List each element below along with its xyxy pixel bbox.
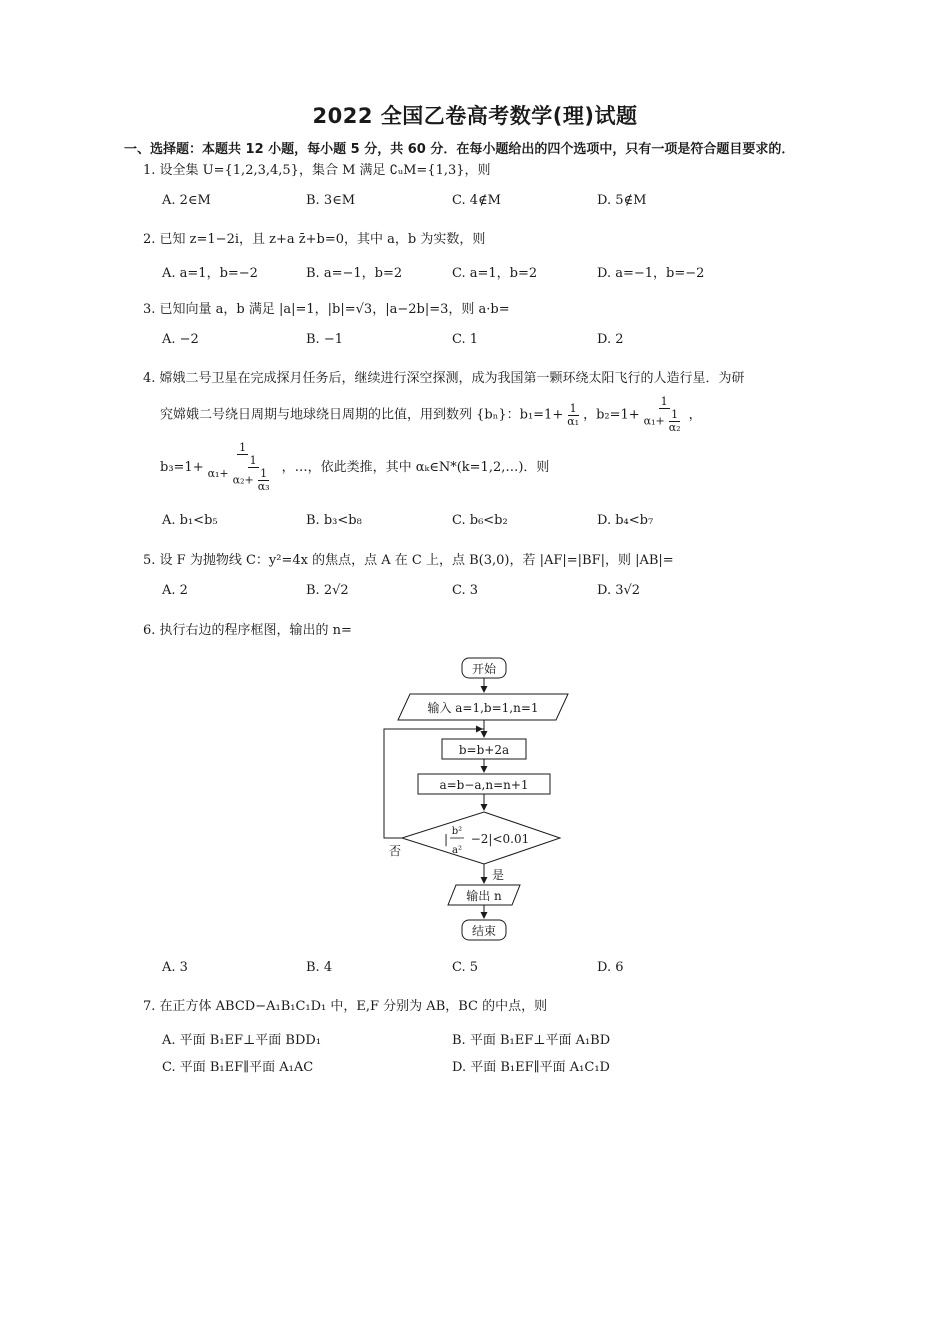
flow-cond-num: b² — [451, 826, 463, 837]
question-3-stem: 3. 已知向量 a，b 满足 |a|=1，|b|=√3，|a−2b|=3，则 a·b= — [143, 302, 510, 317]
question-6-option-b[interactable]: B. 4 — [306, 960, 333, 975]
question-3-option-b[interactable]: B. −1 — [306, 332, 343, 347]
question-6-stem: 6. 执行右边的程序框图，输出的 n= — [143, 623, 352, 638]
fraction-b2: 1 α₁+ $\frac{1}{\text{α₂}}$ — [643, 395, 681, 434]
question-1-stem: 1. 设全集 U={1,2,3,4,5}，集合 M 满足 ∁ᵤM={1,3}，则 — [143, 163, 491, 178]
question-4-option-d[interactable]: D. b₄<b₇ — [597, 513, 654, 528]
flow-cond-left: | — [443, 832, 449, 846]
question-2-option-a[interactable]: A. a=1，b=−2 — [162, 266, 258, 281]
question-4-line-2: 究嫦娥二号绕日周期与地球绕日周期的比值，用到数列 {bₙ}：b₁=1+ $\frac{1}{\text{α₁}}$ ，b₂=1+ 1 α₁+ $\frac{1}{\text{α₂}}$ ， — [160, 395, 702, 434]
question-4-line-1: 4. 嫦娥二号卫星在完成探月任务后，继续进行深空探测，成为我国第一颗环绕太阳飞行的人造行星．为研 — [143, 371, 745, 386]
question-4-option-c[interactable]: C. b₆<b₂ — [452, 513, 508, 528]
question-2-stem: 2. 已知 z=1−2i，且 z+a z̄+b=0，其中 a，b 为实数，则 — [143, 232, 486, 247]
flow-cond-right: −2|<0.01 — [470, 832, 530, 846]
program-flowchart — [370, 650, 590, 950]
question-1-option-c[interactable]: C. 4∉M — [452, 193, 501, 208]
question-5-option-b[interactable]: B. 2√2 — [306, 583, 349, 598]
question-4-line-2-text: 究嫦娥二号绕日周期与地球绕日周期的比值，用到数列 {bₙ}：b₁=1+ — [160, 407, 564, 423]
question-5-option-a[interactable]: A. 2 — [162, 583, 188, 598]
question-7-option-c[interactable]: C. 平面 B₁EF∥平面 A₁AC — [162, 1060, 314, 1075]
question-4-line-3 — [160, 442, 549, 493]
question-6-option-d[interactable]: D. 6 — [597, 960, 624, 975]
question-4-line-3-suffix: ，…，依此类推，其中 αₖ∈N*(k=1,2,…)．则 — [281, 460, 550, 475]
question-6-option-a[interactable]: A. 3 — [162, 960, 188, 975]
flow-step-2-label: a=b−a,n=n+1 — [439, 778, 529, 792]
question-5-stem: 5. 设 F 为抛物线 C：y²=4x 的焦点，点 A 在 C 上，点 B(3,0)，若 |AF|=|BF|，则 |AB|= — [143, 553, 674, 568]
question-7-option-b[interactable]: B. 平面 B₁EF⊥平面 A₁BD — [452, 1033, 611, 1048]
fraction-b3: 1 α₁+ 1 α₂+ $\frac{1}{\text{α₃}}$ — [207, 441, 270, 493]
question-5-option-d[interactable]: D. 3√2 — [597, 583, 641, 598]
question-3-option-a[interactable]: A. −2 — [162, 332, 199, 347]
section-heading: 一、选择题：本题共 12 小题，每小题 5 分，共 60 分．在每小题给出的四个选项中，只有一项是符合题目要求的． — [124, 142, 795, 157]
question-7-option-d[interactable]: D. 平面 B₁EF∥平面 A₁C₁D — [452, 1060, 610, 1075]
question-4-b3-text: b₃=1+ — [160, 460, 204, 475]
question-4-option-b[interactable]: B. b₃<b₈ — [306, 513, 362, 528]
question-7-stem: 7. 在正方体 ABCD−A₁B₁C₁D₁ 中，E,F 分别为 AB，BC 的中点，则 — [143, 999, 548, 1014]
flow-yes-label: 是 — [491, 868, 505, 882]
flow-no-label: 否 — [388, 844, 402, 858]
flow-end-label: 结束 — [471, 924, 497, 938]
question-2-option-d[interactable]: D. a=−1，b=−2 — [597, 266, 705, 281]
question-7-option-a[interactable]: A. 平面 B₁EF⊥平面 BDD₁ — [162, 1033, 322, 1048]
flow-input-label: 输入 a=1,b=1,n=1 — [427, 701, 539, 715]
question-1-option-a[interactable]: A. 2∈M — [162, 193, 211, 208]
flow-start-label: 开始 — [471, 662, 497, 676]
question-3-option-d[interactable]: D. 2 — [597, 332, 624, 347]
flow-step-1-label: b=b+2a — [458, 743, 510, 757]
question-4-b2-text: ，b₂=1+ — [583, 407, 640, 423]
question-2-option-b[interactable]: B. a=−1，b=2 — [306, 266, 403, 281]
question-2-option-c[interactable]: C. a=1，b=2 — [452, 266, 538, 281]
question-5-option-c[interactable]: C. 3 — [452, 583, 479, 598]
question-4-option-a[interactable]: A. b₁<b₅ — [162, 513, 218, 528]
fraction-b1: $\frac{1}{\text{α₁}}$ — [567, 401, 580, 428]
question-1-option-b[interactable]: B. 3∈M — [306, 193, 356, 208]
question-6-option-c[interactable]: C. 5 — [452, 960, 479, 975]
flow-output-label: 输出 n — [466, 889, 502, 903]
flow-cond-den: a² — [452, 845, 462, 856]
question-3-option-c[interactable]: C. 1 — [452, 332, 479, 347]
question-1-option-d[interactable]: D. 5∉M — [597, 193, 647, 208]
page-title: 2022 全国乙卷高考数学(理)试题 — [312, 104, 638, 128]
